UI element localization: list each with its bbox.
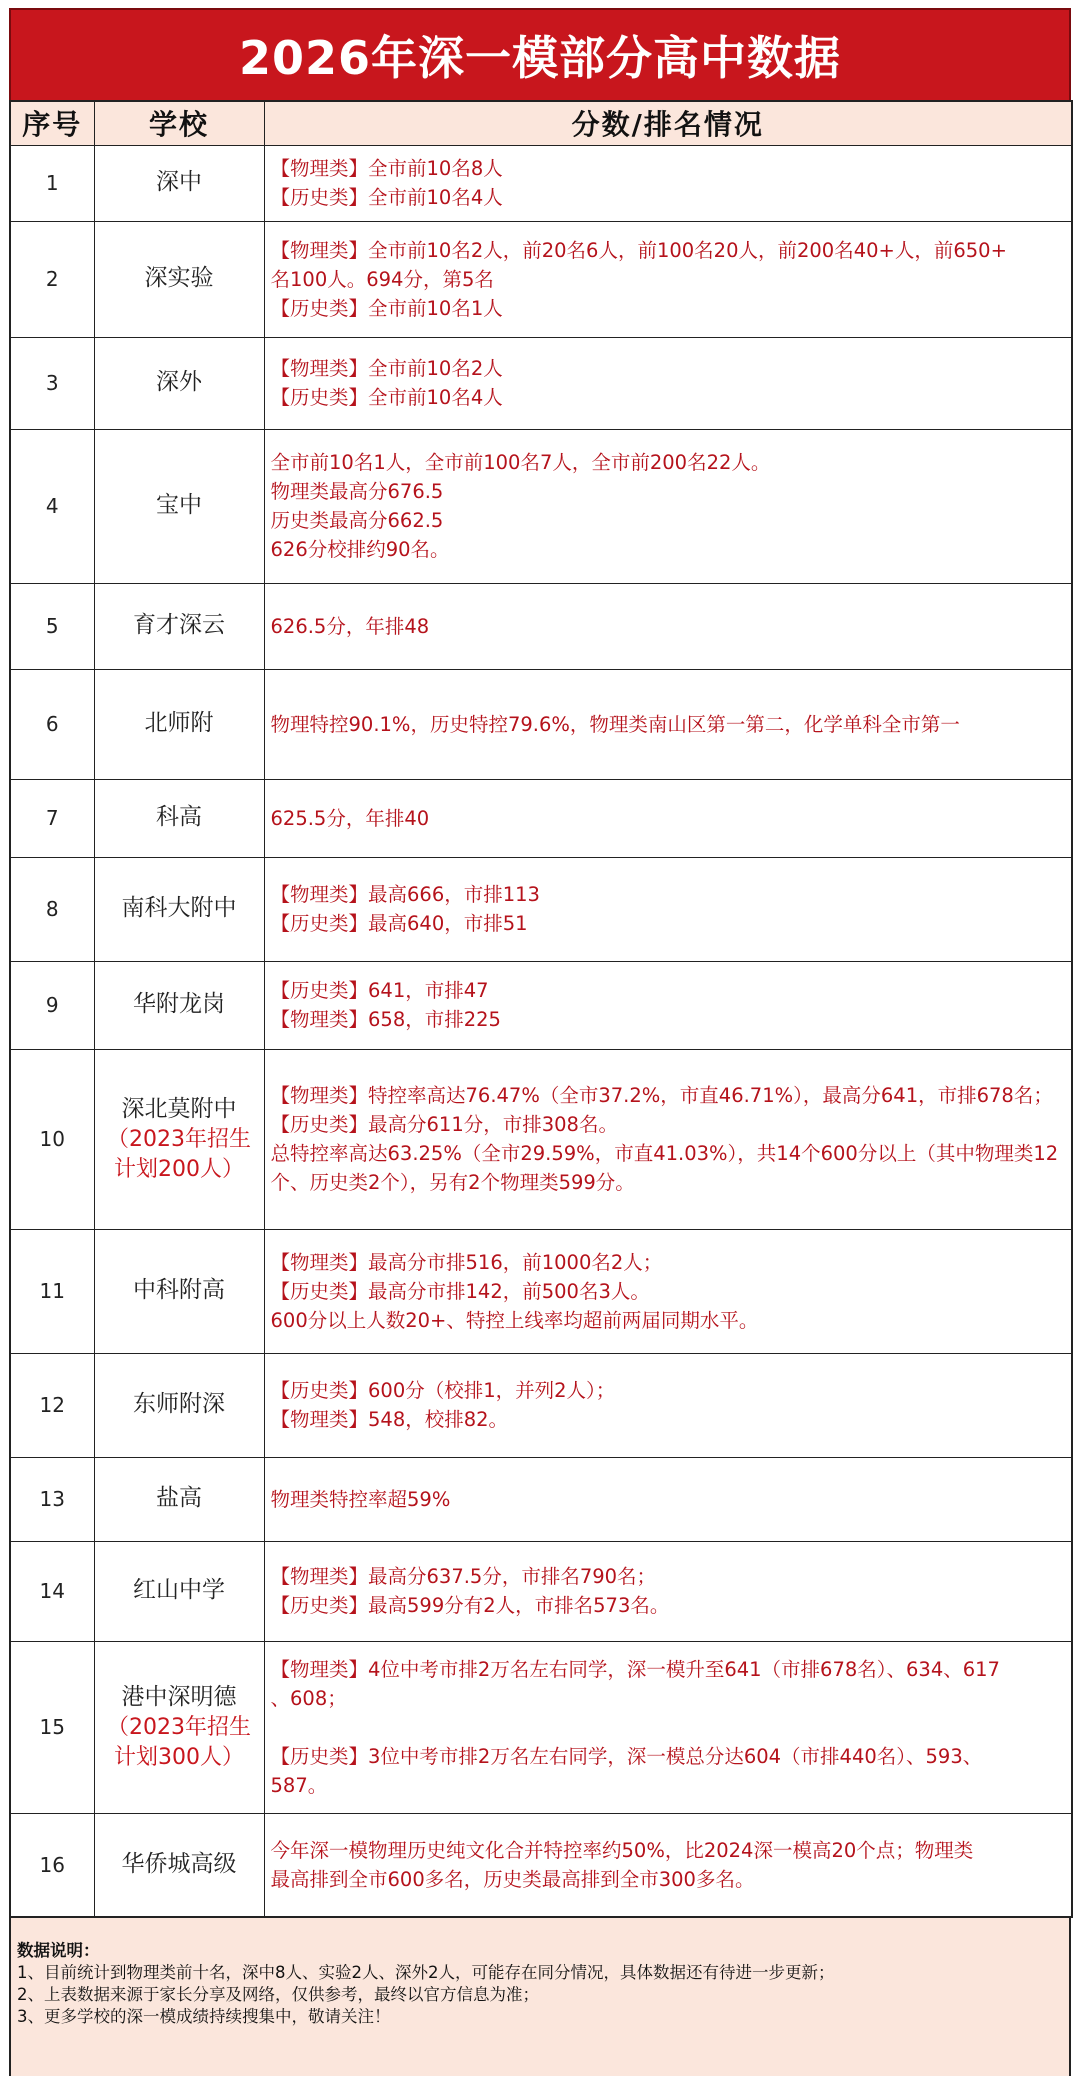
score-info-cell <box>264 1457 1072 1541</box>
score-info-line: 【物理类】658，市排225 <box>270 1008 501 1031</box>
score-info-line: 物理类最高分676.5 <box>270 480 444 503</box>
notes-title: 数据说明： <box>17 1941 100 1960</box>
table-row <box>10 1641 1072 1813</box>
score-info-line: 【物理类】最高分市排516，前1000名2人； <box>270 1250 663 1274</box>
row-number: 8 <box>10 857 94 961</box>
school-cell <box>94 1353 264 1457</box>
score-info-line: 【历史类】全市前10名4人 <box>270 186 503 209</box>
score-info-line: 、608； <box>270 1686 347 1710</box>
score-info-line: 【物理类】最高666，市排113 <box>270 883 540 906</box>
row-number: 7 <box>10 779 94 857</box>
score-info-line: 【历史类】全市前10名1人 <box>270 296 503 320</box>
score-info-line: 物理类特控率超59% <box>270 1487 451 1511</box>
score-info-line: 626.5分，年排48 <box>270 614 430 638</box>
table-row <box>10 1813 1072 1917</box>
score-info-line: 【物理类】4位中考市排2万名左右同学，深一模升至641（市排678名）、634、617 <box>270 1657 1000 1681</box>
score-info-line: 【历史类】最高分611分，市排308名。 <box>270 1113 618 1136</box>
row-number: 3 <box>10 337 94 429</box>
row-number: 16 <box>10 1813 94 1917</box>
school-cell <box>94 583 264 669</box>
school-name: 北师附 <box>144 710 214 737</box>
school-name: 南科大附中 <box>121 895 237 922</box>
score-info-cell <box>264 1353 1072 1457</box>
table-row <box>10 1049 1072 1229</box>
school-cell <box>94 337 264 429</box>
school-enrollment-note: （2023年招生计划200人） <box>107 1126 251 1182</box>
school-cell <box>94 1457 264 1541</box>
table-row <box>10 1353 1072 1457</box>
score-info-line: 名100人。694分，第5名 <box>270 267 494 291</box>
score-info-line: 总特控率高达63.25%（全市29.59%，市直41.03%），共14个600分以上（其中物理类12 <box>270 1142 1059 1165</box>
header-info: 分数/排名情况 <box>264 101 1072 145</box>
row-number: 5 <box>10 583 94 669</box>
score-info-line: 【历史类】最高599分有2人，市排名573名。 <box>270 1594 670 1617</box>
school-cell <box>94 145 264 221</box>
page-title: 2026年深一模部分高中数据 <box>238 31 842 85</box>
school-name: 盐高 <box>156 1485 202 1512</box>
school-cell <box>94 429 264 583</box>
score-info-line: 【历史类】3位中考市排2万名左右同学，深一模总分达604（市排440名）、593、 <box>270 1744 983 1768</box>
row-number: 13 <box>10 1457 94 1541</box>
school-cell <box>94 221 264 337</box>
school-enrollment-note: （2023年招生计划300人） <box>107 1714 251 1770</box>
score-info-line: 【物理类】548，校排82。 <box>270 1408 509 1431</box>
school-name: 深中 <box>156 169 202 196</box>
score-table <box>9 100 1073 1918</box>
score-info-line: 【历史类】600分（校排1，并列2人）； <box>270 1379 616 1402</box>
table-row <box>10 1541 1072 1641</box>
row-number: 15 <box>10 1641 94 1813</box>
score-info-line: 625.5分，年排40 <box>270 806 430 830</box>
row-number: 9 <box>10 961 94 1049</box>
school-cell <box>94 961 264 1049</box>
score-info-cell <box>264 857 1072 961</box>
school-name: 深外 <box>156 369 202 396</box>
school-cell <box>94 1049 264 1229</box>
school-name: 深北莫附中 <box>121 1095 237 1122</box>
score-info-line: 【历史类】最高分市排142，前500名3人。 <box>270 1279 650 1303</box>
score-info-line: 物理特控90.1%，历史特控79.6%，物理类南山区第一第二，化学单科全市第一 <box>270 712 960 736</box>
score-info-line: 【历史类】最高640，市排51 <box>270 912 528 935</box>
row-number: 2 <box>10 221 94 337</box>
table-row <box>10 429 1072 583</box>
school-cell <box>94 669 264 779</box>
info-spacer <box>271 1713 1066 1742</box>
score-info-line: 【物理类】特控率高达76.47%（全市37.2%，市直46.71%），最高分641，市排678名； <box>270 1084 1053 1107</box>
table-header-row <box>10 101 1072 145</box>
row-number: 12 <box>10 1353 94 1457</box>
school-name: 华附龙岗 <box>133 991 225 1018</box>
school-cell <box>94 779 264 857</box>
table-row <box>10 779 1072 857</box>
notes-line: 1、目前统计到物理类前十名，深中8人、实验2人、深外2人，可能存在同分情况，具体数据还有待进一步更新； <box>17 1963 835 1982</box>
score-info-line: 【物理类】最高分637.5分，市排名790名； <box>270 1565 657 1588</box>
school-name: 育才深云 <box>133 612 225 639</box>
notes-line: 2、上表数据来源于家长分享及网络，仅供参考，最终以官方信息为准； <box>17 1985 539 2004</box>
school-name: 深实验 <box>144 265 214 292</box>
table-row <box>10 669 1072 779</box>
score-info-cell <box>264 1641 1072 1813</box>
notes-line: 3、更多学校的深一模成绩持续搜集中，敬请关注！ <box>17 2007 391 2026</box>
score-info-line: 历史类最高分662.5 <box>270 509 444 532</box>
school-cell <box>94 1641 264 1813</box>
score-info-line: 【物理类】全市前10名2人，前20名6人，前100名20人，前200名40+人，前650+ <box>270 238 1007 262</box>
score-info-line: 个、历史类2个），另有2个物理类599分。 <box>270 1171 635 1194</box>
school-cell <box>94 857 264 961</box>
score-info-line: 最高排到全市600多名，历史类最高排到全市300多名。 <box>270 1867 755 1891</box>
table-row <box>10 961 1072 1049</box>
score-info-cell <box>264 145 1072 221</box>
school-name: 中科附高 <box>133 1277 225 1304</box>
score-info-line: 600分以上人数20+、特控上线率均超前两届同期水平。 <box>270 1308 759 1332</box>
table-body <box>10 145 1072 1917</box>
score-info-cell <box>264 429 1072 583</box>
score-info-cell <box>264 1049 1072 1229</box>
score-info-cell <box>264 583 1072 669</box>
score-info-line: 626分校排约90名。 <box>270 538 450 561</box>
row-number: 4 <box>10 429 94 583</box>
row-number: 14 <box>10 1541 94 1641</box>
score-info-cell <box>264 1813 1072 1917</box>
table-row <box>10 857 1072 961</box>
row-number: 10 <box>10 1049 94 1229</box>
row-number: 11 <box>10 1229 94 1353</box>
table-row <box>10 1457 1072 1541</box>
score-info-line: 【历史类】全市前10名4人 <box>270 386 503 409</box>
score-info-line: 全市前10名1人，全市前100名7人，全市前200名22人。 <box>270 451 771 474</box>
header-school: 学校 <box>94 101 264 145</box>
school-name: 红山中学 <box>133 1577 225 1604</box>
school-name: 宝中 <box>156 492 202 519</box>
row-number: 6 <box>10 669 94 779</box>
school-name: 港中深明德 <box>121 1683 237 1710</box>
score-info-line: 【物理类】全市前10名2人 <box>270 357 503 380</box>
table-row <box>10 1229 1072 1353</box>
table-row <box>10 583 1072 669</box>
school-name: 华侨城高级 <box>121 1851 237 1878</box>
table-row <box>10 145 1072 221</box>
title-banner <box>9 8 1071 100</box>
row-number: 1 <box>10 145 94 221</box>
score-info-line: 587。 <box>270 1773 328 1797</box>
school-cell <box>94 1229 264 1353</box>
score-info-cell <box>264 1229 1072 1353</box>
data-notes <box>9 1918 1071 2076</box>
school-name: 科高 <box>156 804 202 831</box>
score-info-cell <box>264 961 1072 1049</box>
score-info-cell <box>264 1541 1072 1641</box>
score-info-cell <box>264 669 1072 779</box>
score-info-line: 今年深一模物理历史纯文化合并特控率约50%，比2024深一模高20个点；物理类 <box>270 1838 974 1862</box>
header-no: 序号 <box>10 101 94 145</box>
school-name: 东师附深 <box>133 1391 225 1418</box>
score-info-line: 【历史类】641，市排47 <box>270 979 489 1002</box>
score-info-line: 【物理类】全市前10名8人 <box>270 157 503 180</box>
school-cell <box>94 1541 264 1641</box>
score-info-cell <box>264 337 1072 429</box>
table-row <box>10 221 1072 337</box>
score-info-cell <box>264 779 1072 857</box>
school-cell <box>94 1813 264 1917</box>
score-info-cell <box>264 221 1072 337</box>
table-row <box>10 337 1072 429</box>
